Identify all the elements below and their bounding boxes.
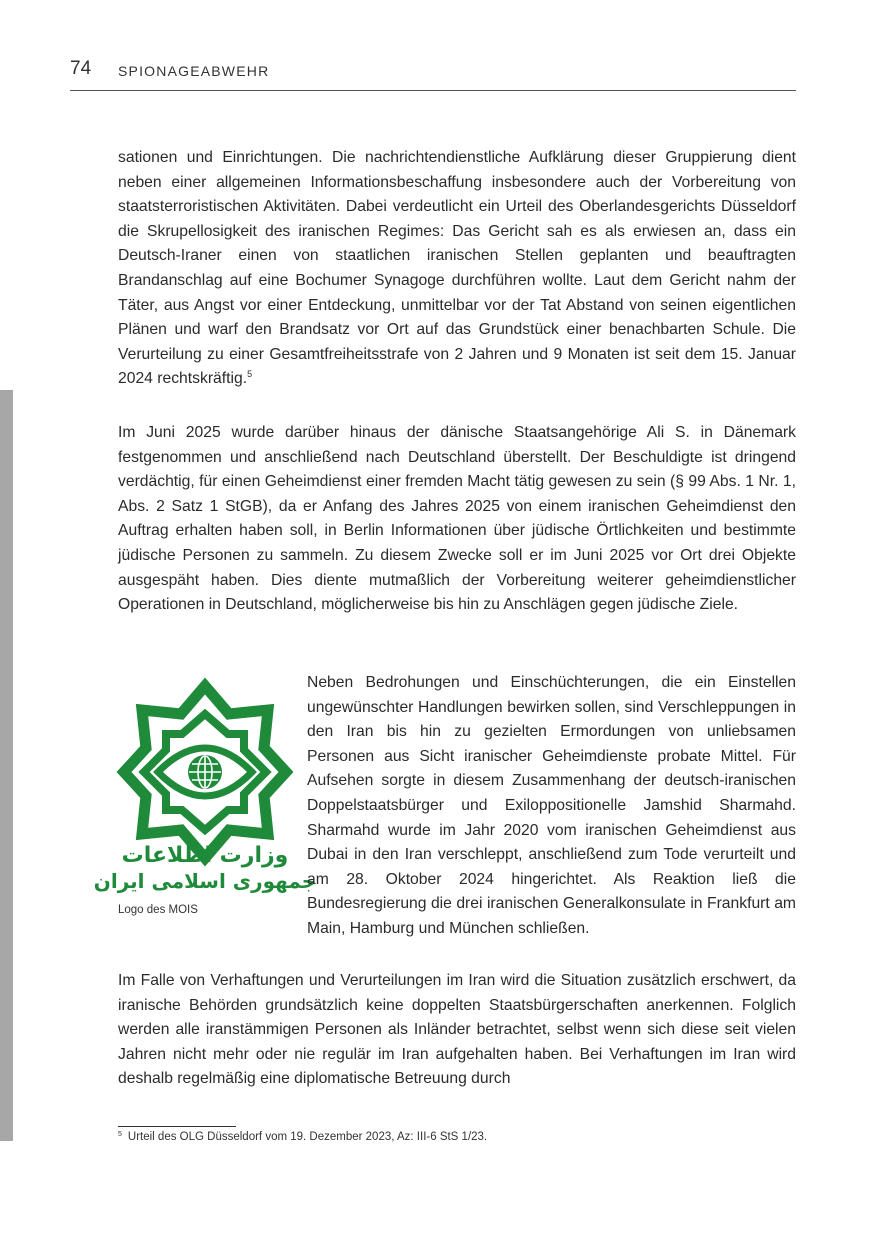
footnote-ref[interactable]: 5 (247, 369, 253, 380)
logo-lettering-line2: جمهوری اسلامی ایران (93, 869, 317, 893)
footnote-text: Urteil des OLG Düsseldorf vom 19. Dezember 2023, Az: III-6 StS 1/23. (127, 1131, 488, 1143)
page-number: 74 (70, 58, 92, 79)
paragraph-3: Neben Bedrohungen und Einschüchterungen, die ein Einstellen ungewünschter Handlungen bewirken sollen, sind Verschleppungen in den Iran bis hin zu gezielten Ermordungen von unliebsamen Personen aus Sicht iranischer Geheimdienste probate Mittel. Für Aufsehen sorgte in diesem Zusammenhang der deutsch-iranischen Doppelstaatsbürger und Exiloppositionelle Jamshid Sharmahd. Sharmahd wurde im Jahr 2020 vom iranischen Geheimdienst aus Dubai in den Iran verschleppt, anschließend zum Tode verurteilt und am 28. Oktober 2024 hingerichtet. Als Reaktion ließ die Bundesregierung die drei iranischen Generalkonsulate in Frankfurt am Main, Hamburg und München schließen. (307, 674, 796, 937)
margin-thumb-bar (0, 390, 13, 1141)
mois-emblem-icon (93, 676, 317, 896)
running-title: SPIONAGEABWEHR (118, 63, 270, 79)
page-header (70, 56, 796, 91)
paragraph-1 (118, 146, 796, 392)
footnote-separator (118, 1126, 236, 1127)
footnote-number: 5 (118, 1131, 122, 1138)
logo-lettering-line1: وزارت اطلاعات (121, 843, 289, 868)
footnote (118, 1131, 487, 1143)
paragraph-1-text: sationen und Einrichtungen. Die nachrichtendienstliche Aufklärung dieser Gruppierung dient neben einer allgemeinen Informationsbeschaffung insbesondere auch der Vorbereitung von staatsterroristischen Aktivitäten. Dabei verdeutlicht ein Urteil des Oberlandesgerichts Düsseldorf die Skrupellosigkeit des iranischen Regimes: Das Gericht sah es als erwiesen an, dass ein Deutsch-Iraner einen von staatlichen iranischen Stellen geplanten und beauftragten Brandanschlag auf eine Bochumer Synagoge durchführen wollte. Laut dem Gericht nahm der Täter, aus Angst vor einer Entdeckung, unmittelbar vor der Tat Abstand von seinen eigentlichen Plänen und warf den Brandsatz vor Ort auf das Grundstück einer benachbarten Schule. Die Verurteilung zu einer Gesamtfreiheitsstrafe von 2 Jahren und 9 Monaten ist seit dem 15. Januar 2024 rechtskräftig. (118, 149, 796, 388)
paragraph-2: Im Juni 2025 wurde darüber hinaus der dänische Staatsangehörige Ali S. in Dänemark festgenommen und anschließend nach Deutschland überstellt. Der Beschuldigte ist dringend verdächtig, für einen Geheimdienst einer fremden Macht tätig gewesen zu sein (§ 99 Abs. 1 Nr. 1, Abs. 2 Satz 1 StGB), da er Anfang des Jahres 2025 von einem iranischen Geheimdienst den Auftrag erhalten haben soll, in Berlin Informationen über jüdische Örtlichkeiten und bestimmte jüdische Personen zu sammeln. Zu diesem Zwecke soll er im Juni 2025 vor Ort drei Objekte ausgespäht haben. Dies diente mutmaßlich der Vorbereitung weiterer geheimdienstlicher Operationen in Deutschland, möglicherweise bis hin zu Anschlägen gegen jüdische Ziele. (118, 424, 796, 614)
paragraph-4: Im Falle von Verhaftungen und Verurteilungen im Iran wird die Situation zusätzlich erschwert, da iranische Behörden grundsätzlich keine doppelten Staatsbürgerschaften anerkennen. Folglich werden alle iranstämmigen Personen als Inländer betrachtet, selbst wenn sich diese seit vielen Jahren nicht mehr oder nie regulär im Iran aufgehalten haben. Bei Verhaftungen im Iran wird deshalb regelmäßig eine diplomatische Betreuung durch (118, 972, 796, 1088)
figure-caption: Logo des MOIS (118, 904, 198, 916)
